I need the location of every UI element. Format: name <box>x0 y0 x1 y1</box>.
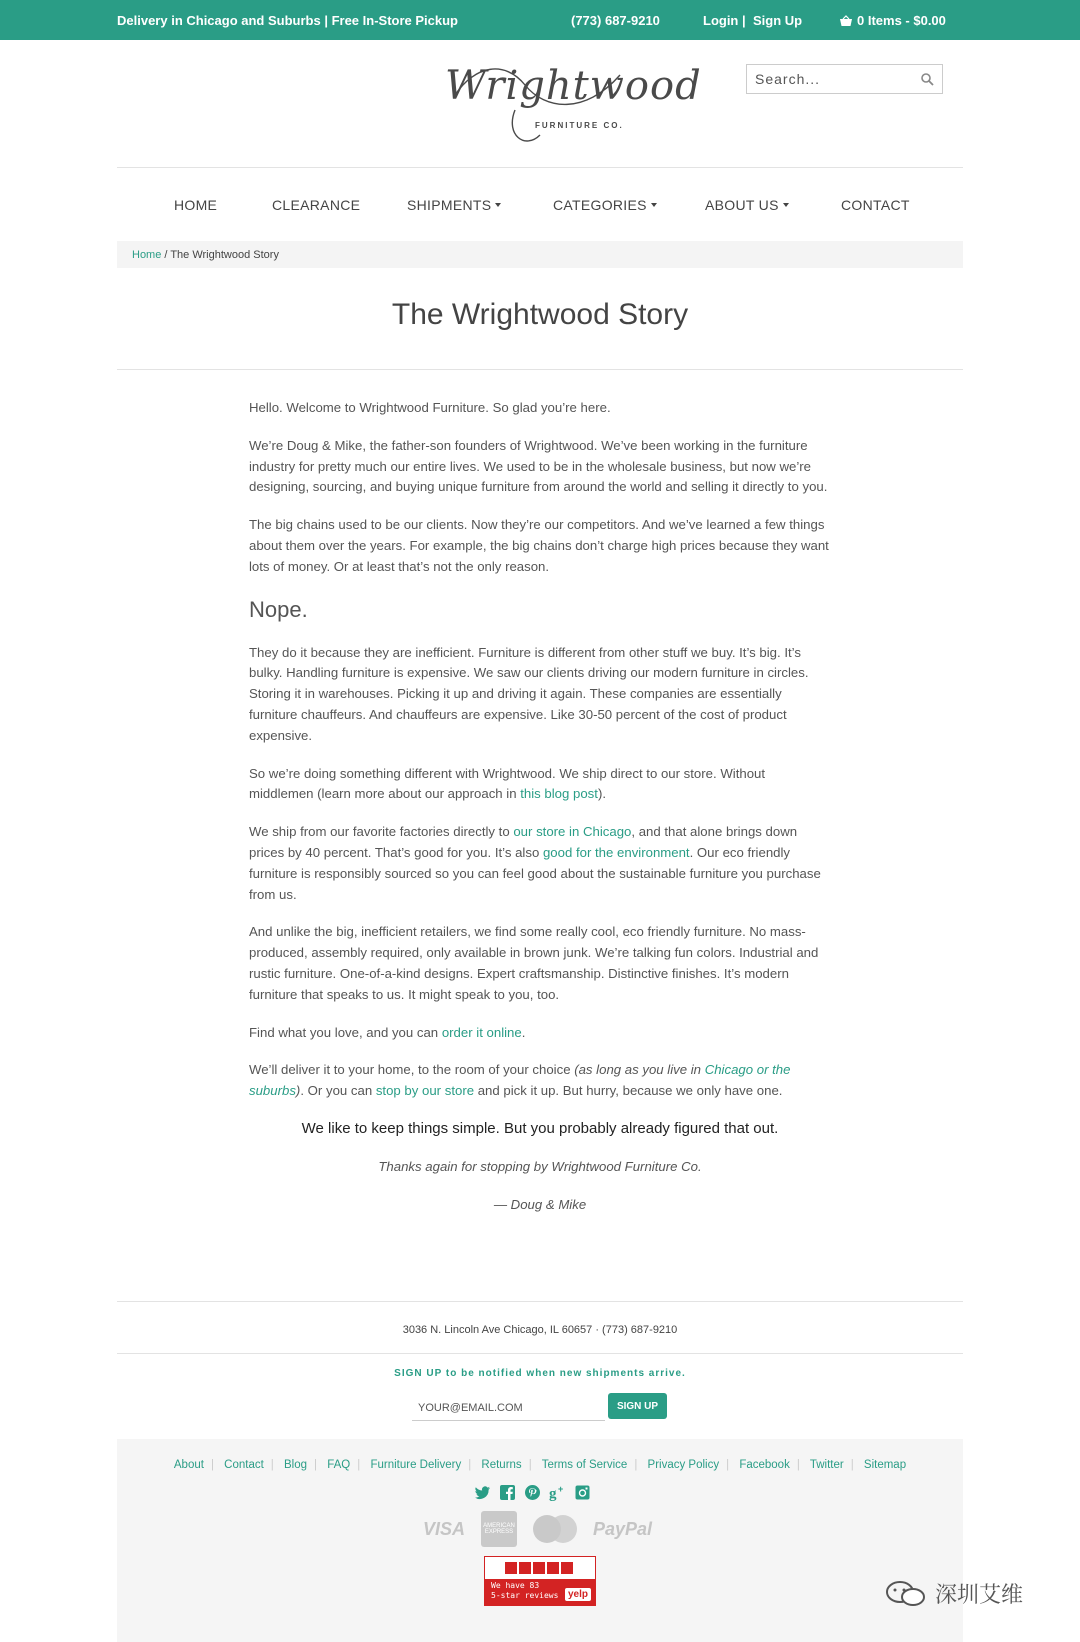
text: Find what you love, and you can <box>249 1024 442 1040</box>
top-bar <box>0 0 1080 40</box>
nav-home[interactable] <box>174 197 217 213</box>
different-paragraph <box>249 764 831 806</box>
login-separator: | <box>742 13 746 28</box>
payment-methods <box>423 1511 652 1547</box>
watermark-text: 深圳艾维 <box>935 1582 1024 1607</box>
chicago-suburbs-link[interactable]: Chicago or the suburbs <box>249 1062 791 1099</box>
footer-link-sitemap[interactable]: Sitemap <box>863 1459 907 1471</box>
footer-link-privacy[interactable]: Privacy Policy <box>647 1459 720 1471</box>
nav-categories-label: CATEGORIES <box>553 197 647 213</box>
breadcrumb-separator: / <box>161 249 171 261</box>
footer-panel <box>117 1439 963 1642</box>
nav-shipments[interactable] <box>407 197 501 213</box>
footer-link-contact[interactable]: Contact <box>224 1459 264 1471</box>
divider: | <box>210 1459 214 1471</box>
svg-text:g: g <box>549 1486 557 1501</box>
text: ). <box>597 786 607 802</box>
footer-link-faq[interactable]: FAQ <box>327 1459 351 1471</box>
delivery-promo: Delivery in Chicago and Suburbs | Free In-Store Pickup <box>117 13 458 28</box>
brand-logo[interactable] <box>445 55 702 155</box>
footer-link-terms[interactable]: Terms of Service <box>541 1459 628 1471</box>
text: and pick it up. But hurry, because we only have one. <box>474 1083 783 1099</box>
nav-about-label: ABOUT US <box>705 197 779 213</box>
cart-link[interactable] <box>839 13 946 28</box>
breadcrumb <box>117 241 963 268</box>
main-nav <box>117 168 963 240</box>
nav-categories[interactable] <box>553 197 657 213</box>
store-address: 3036 N. Lincoln Ave Chicago, IL 60657 · (773) 687-9210 <box>402 1324 678 1336</box>
search-icon[interactable] <box>920 72 934 86</box>
nav-home-label: HOME <box>174 197 218 213</box>
cart-summary: 0 Items - $0.00 <box>857 13 946 28</box>
nav-clearance[interactable] <box>272 197 360 213</box>
visa-logo: VISA <box>423 1518 466 1539</box>
yelp-badge[interactable] <box>484 1556 596 1606</box>
footer-link-facebook[interactable]: Facebook <box>739 1459 790 1471</box>
footer-link-blog[interactable]: Blog <box>284 1459 308 1471</box>
divider: | <box>314 1459 318 1471</box>
text: (as long as you live in <box>574 1062 705 1078</box>
mastercard-icon <box>533 1515 577 1543</box>
stop-by-store-link[interactable]: stop by our store <box>375 1083 475 1099</box>
chains-paragraph: The big chains used to be our clients. Now they’re our competitors. And we’ve learned a few things about them over the years. For example, the big chains don’t charge high prices because they want lots of money. Or at least that’s not the only reason. <box>249 517 829 574</box>
divider: | <box>270 1459 274 1471</box>
divider: | <box>528 1459 532 1471</box>
basket-icon <box>839 15 853 27</box>
store-chicago-link[interactable]: our store in Chicago <box>513 824 632 840</box>
caret-down-icon <box>495 203 501 207</box>
twitter-icon[interactable] <box>474 1484 491 1501</box>
nav-shipments-label: SHIPMENTS <box>407 197 492 213</box>
star-icon <box>533 1562 545 1574</box>
blog-post-link[interactable]: this blog post <box>520 786 598 802</box>
tagline: We like to keep things simple. But you probably already figured that out. <box>301 1119 779 1137</box>
text: We ship from our favorite factories directly to <box>249 824 514 840</box>
nope-heading: Nope. <box>249 596 308 622</box>
caret-down-icon <box>783 203 789 207</box>
pinterest-icon[interactable] <box>524 1484 541 1501</box>
divider: | <box>850 1459 854 1471</box>
footer-divider <box>117 1301 963 1302</box>
yelp-stars <box>505 1562 573 1574</box>
wechat-watermark <box>885 1578 1023 1609</box>
logo-subtitle: FURNITURE CO. <box>535 121 624 130</box>
order-paragraph <box>249 1023 831 1044</box>
text: ) <box>295 1083 301 1099</box>
breadcrumb-current: The Wrightwood Story <box>170 249 279 261</box>
social-icons <box>474 1484 591 1501</box>
footer-link-returns[interactable]: Returns <box>481 1459 522 1471</box>
text: . <box>521 1024 526 1040</box>
text: . Our eco friendly furniture is responsibly sourced so you can feel good about the sustainable furniture you purchase from us. <box>249 844 821 902</box>
amex-logo: AMERICAN EXPRESS <box>481 1511 517 1547</box>
footer-link-about[interactable]: About <box>173 1459 204 1471</box>
divider: | <box>726 1459 730 1471</box>
title-divider <box>117 369 963 370</box>
footer-link-delivery[interactable]: Furniture Delivery <box>370 1459 462 1471</box>
svg-text:+: + <box>558 1484 564 1494</box>
text: So we’re doing something different with Wrightwood. We ship direct to our store. Without middlemen (learn more about our approach in <box>249 765 766 802</box>
factories-paragraph <box>249 822 831 905</box>
text: , and that alone brings down prices by 40 percent. That’s good for you. It’s also <box>249 824 798 860</box>
text: We’ll deliver it to your home, to the room of your choice <box>249 1062 575 1078</box>
yelp-logo: yelp <box>565 1588 591 1601</box>
article-body <box>249 398 831 1232</box>
email-field[interactable] <box>412 1395 605 1421</box>
search-box <box>746 64 943 94</box>
star-icon <box>561 1562 573 1574</box>
wechat-icon <box>885 1579 927 1609</box>
phone-number[interactable]: (773) 687-9210 <box>571 13 660 28</box>
caret-down-icon <box>651 203 657 207</box>
yelp-line2: 5-star reviews <box>491 1591 559 1600</box>
intro-paragraph: Hello. Welcome to Wrightwood Furniture. So glad you’re here. <box>249 400 611 415</box>
breadcrumb-home-link[interactable]: Home <box>132 249 162 261</box>
nav-contact-label: CONTACT <box>841 197 910 213</box>
footer-link-twitter[interactable]: Twitter <box>809 1459 844 1471</box>
search-input[interactable] <box>747 65 907 93</box>
footer-divider <box>117 1353 963 1354</box>
google-plus-icon[interactable] <box>549 1484 566 1501</box>
divider: | <box>796 1459 800 1471</box>
paypal-logo: PayPal <box>593 1518 653 1539</box>
facebook-icon[interactable] <box>499 1484 516 1501</box>
environment-link[interactable]: good for the environment <box>542 844 690 860</box>
login-link[interactable]: Login <box>703 13 739 28</box>
nav-clearance-label: CLEARANCE <box>272 197 361 213</box>
page-title: The Wrightwood Story <box>391 298 689 331</box>
newsletter-signup-button[interactable]: SIGN UP <box>608 1393 667 1419</box>
divider: | <box>468 1459 472 1471</box>
divider: | <box>634 1459 638 1471</box>
nav-about[interactable] <box>705 197 789 213</box>
text: . Or you can <box>300 1083 376 1099</box>
signup-link[interactable]: Sign Up <box>753 13 803 28</box>
eco-paragraph: And unlike the big, inefficient retailers, we find some really cool, eco friendly furniture. No mass-produced, assembly required, only available in brown junk. We’re talking fun colors. Industrial and rustic furniture. One-of-a-kind designs. Expert craftsmanship. Distinctive finishes. It’s modern furniture that speaks to us. It might speak to you, too. <box>249 924 819 1002</box>
thanks-text: Thanks again for stopping by Wrightwood Furniture Co. <box>378 1158 702 1174</box>
yelp-line1: We have 83 <box>491 1581 540 1590</box>
delivery-paragraph <box>249 1060 831 1102</box>
logo-script: Wrightwood <box>445 63 702 109</box>
signoff-text: — Doug & Mike <box>493 1196 587 1212</box>
instagram-icon[interactable] <box>574 1484 591 1501</box>
star-icon <box>505 1562 517 1574</box>
star-icon <box>547 1562 559 1574</box>
order-online-link[interactable]: order it online <box>441 1024 522 1040</box>
newsletter-text: SIGN UP to be notified when new shipments arrive. <box>394 1368 686 1379</box>
founders-paragraph: We’re Doug & Mike, the father-son founders of Wrightwood. We’ve been working in the furniture industry for pretty much our entire lives. We used to be in the wholesale business, but now we’re designing, sourcing, and buying unique furniture from around the world and selling it directly to you. <box>249 437 828 495</box>
divider: | <box>357 1459 361 1471</box>
nav-contact[interactable] <box>841 197 910 213</box>
footer-links <box>117 1459 963 1471</box>
star-icon <box>519 1562 531 1574</box>
inefficient-paragraph: They do it because they are inefficient. Furniture is different from other stuff we buy. It’s big. It’s bulky. Handling furniture is expensive. We saw our clients driving our modern furniture in circles. Storing it in warehouses. Picking it up and driving it again. These companies are essentially furniture chauffeurs. And chauffeurs are expensive. Like 30-50 percent of the cost of product expensive. <box>249 644 809 743</box>
